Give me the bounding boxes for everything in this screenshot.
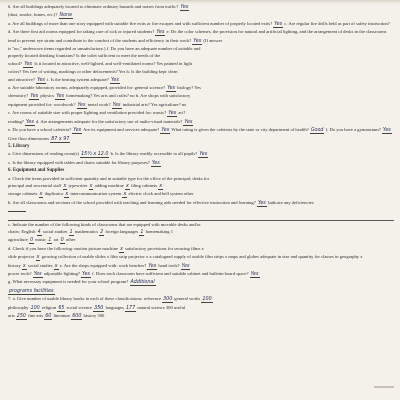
item-line: and attractive? Yes i. Is the heating system adequate? Yes [8,76,119,83]
item-line: principal and secretarial staff x typewriter x adding machine x filing cabinets x [8,182,163,189]
handwritten-answer: Yes [82,272,90,277]
handwritten-answer: 300 [163,297,173,303]
item-line [8,207,394,214]
handwritten-answer: x [63,183,67,189]
handwritten-answer: Yes [167,86,176,92]
handwritten-answer: Yes [180,5,189,10]
handwritten-answer: 250 [16,314,26,320]
handwritten-answer: x [120,246,123,252]
item-line: c. Indicate the number of the following kinds of classrooms that are equipped with movable desks and/or [8,221,201,227]
section-heading-library: 5. Library [8,143,30,149]
handwritten-answer: x [123,192,127,198]
handwritten-answer: Yes [111,77,119,83]
handwritten-answer: Yes [56,94,65,100]
handwritten-answer: x [159,183,163,189]
handwritten-answer: Yes [73,128,82,134]
handwritten-answer: x [22,263,26,269]
handwritten-answer: Yes [25,119,34,125]
handwritten-answer: Yes [181,263,190,269]
handwritten-answer: x [65,192,69,198]
item-line: c. Are rooms of suitable size with proper lighting and ventilation provided for: music? Yes art? [8,110,186,117]
item-line: power tools? Yes adjustable lighting? Yes f. Does each classroom have sufficient and suitable cabinet and bulletin board space? Yes [8,271,259,277]
handwritten-answer: Yes [33,272,42,277]
section-heading-equipment: 6. Equipment and Supplies [8,168,65,174]
handwritten-answer: Yes [30,94,39,100]
handwritten-answer: Yes [257,200,266,206]
page-edge-mark [374,386,394,388]
item-line: storage cabinets x duplicator x intercommunication system x electric clock and bell system other [8,191,194,198]
item-line: colors? Yes free of writing, markings or other defacements? Yes h. Is the building kept clean [8,69,178,75]
item-line: is "no," underscore items regarded as unsatisfactory.) f. Do you have an adequate number of suitable and [8,46,201,52]
item-line: equipment provided for: woodwork? Yes metal work? Yes industrial arts? Yes agriculture? no [8,101,187,108]
handwritten-answer: 600 [72,314,82,320]
handwritten-answer: Yes [199,152,208,158]
item-line: 7. a. Give number of usable library books in each of these classifications: reference 300 general works 100 [8,296,212,303]
item-line: chemistry? Yes physics Yes homemaking? Yes arts and crafts? no b. Are shops with satisfactory [8,93,191,100]
item-line: a. Are suitable laboratory rooms, adequately equipped, provided for: general science? Yes biology? Yes [8,85,201,92]
item-line: slide projector x growing collection of usable slides x film strip projector x a catalogued supply of usable film strips x maps and globes adequate in size and quantity for classes in geography x [8,254,363,261]
handwritten-answer: 177 [126,305,136,311]
handwritten-answer: programs facilities [9,288,54,294]
item-line: school? Yes Is it located in attractive, well-lighted, and well-ventilated rooms? Yes painted in light [8,60,193,67]
item-line: agriculture 0 music 1 art 0 other [8,237,76,244]
handwritten-answer: 100 [30,305,40,311]
handwritten-answer: Good [310,128,324,134]
blank-answer-line [8,207,26,212]
handwritten-answer: x [36,255,40,261]
handwritten-answer: Additional [130,280,155,286]
item-line: 6. Are all buildings adequately located to eliminate ordinary hazards and noises from traffic? Yes [8,4,189,10]
handwritten-answer: Yes [168,111,177,117]
handwritten-answer: Yes [112,102,121,108]
handwritten-answer: Yes [148,263,157,269]
item-line: philosophy 100 religion 65 social science 350 languages 177 natural science 300 useful [8,304,186,311]
handwritten-answer: x [125,183,129,189]
handwritten-answer: Yes [184,119,193,125]
handwritten-answer: Yes [193,38,202,44]
item-line [8,287,394,295]
item-line: a. Are all buildings of more than one story equipped with suitable fire exits or fire escapes and with sufficient number of properly located exits? Yes c. Are regular fire drills held as part of safety instruction? [8,20,390,27]
item-line: b. Are all classrooms and sections of the school provided with teaching and learning aids needed for effective instruction and learning? Yes Indicate any deficiencies [8,199,314,206]
handwritten-answer: 60 [45,314,52,320]
handwritten-answer: 1 [69,229,73,235]
handwritten-answer: 15½ x 12.0 [81,152,109,158]
item-line: e. Do you have a school cafeteria? Yes Are its equipment and services adequate? Yes What rating is given the cafeteria by the state or city department of health? Good f. Do you have a gymnasium? Yes [8,127,391,134]
handwritten-answer: Yes [156,30,165,36]
handwritten-answer: Yes [274,21,283,27]
handwritten-answer: 65 [58,305,65,311]
handwritten-answer: 87 x 97 [51,136,70,142]
handwritten-answer: Yes [161,128,170,134]
handwritten-answer: 4 [37,229,41,235]
handwritten-answer: Yes [37,77,45,83]
item-line: properly located drinking fountains? Is the toilet sufficient to meet the needs of the [8,53,161,59]
handwritten-answer: Yes [382,128,391,134]
handwritten-answer: None [59,13,73,19]
handwritten-answer: 350 [94,305,104,311]
item-line: a. Give dimensions of reading room(s) 15½ x 12.0 b. Is the library readily accessible to all pupils? Yes [8,151,208,158]
handwritten-answer: Yes [77,102,86,108]
handwritten-answer: Yes [24,61,33,67]
handwritten-answer: x [39,192,43,198]
item-line: d. Are there first aid rooms equipped for taking care of sick or injured students? Yes e. Do the color schemes, the provision for natural and artificial lighting, and the arrangement of desks in the classrooms tend to prevent eye strain and contribute to the comfort of the students and efficiency in their work? Yes (If answer [8,29,387,44]
item-line: chairs: English 4 social studies 1 mathematics 2 foreign languages 1 homemaking 1 [8,228,174,235]
handwritten-answer: x [89,183,93,189]
handwritten-answer: 100 [202,297,212,303]
item-line: c. Is the library equipped with tables and chairs suitable for library purposes? Yes [8,159,160,166]
handwritten-answer: 0 [30,238,34,244]
handwritten-answer: 1 [48,238,52,244]
survey-form [8,3,394,320]
item-line: (dust, smoke, fumes, etc.)? None [8,12,73,19]
item-line: history x social studies x e. Are the shops equipped with: work benches? Yes hand tools? Yes [8,262,190,269]
item-line: d. Check if you have the following: motion picture machine x satisfactory provisions for securing films x [8,245,204,252]
item-line: Give floor dimensions 87 x 97 [8,135,70,142]
item-line: a. Check the items provided in sufficient quantity and in suitable type for the office of the principal; desks for [8,175,210,181]
handwritten-answer: 2 [100,229,104,235]
handwritten-answer: x [54,263,58,269]
handwritten-answer: 0 [60,238,64,244]
item-line: reading? Yes d. Are arrangements adequate for the satisfactory use of audio-visual materials? Yes [8,118,193,125]
handwritten-answer: Yes [250,272,259,277]
handwritten-answer: Yes [151,160,160,166]
item-line: g. What necessary equipment is needed for your school program? Additional [8,279,155,286]
item-line: arts 250 fine arts 60 literature 600 history 500 [8,313,105,320]
handwritten-answer: 1 [140,229,144,235]
